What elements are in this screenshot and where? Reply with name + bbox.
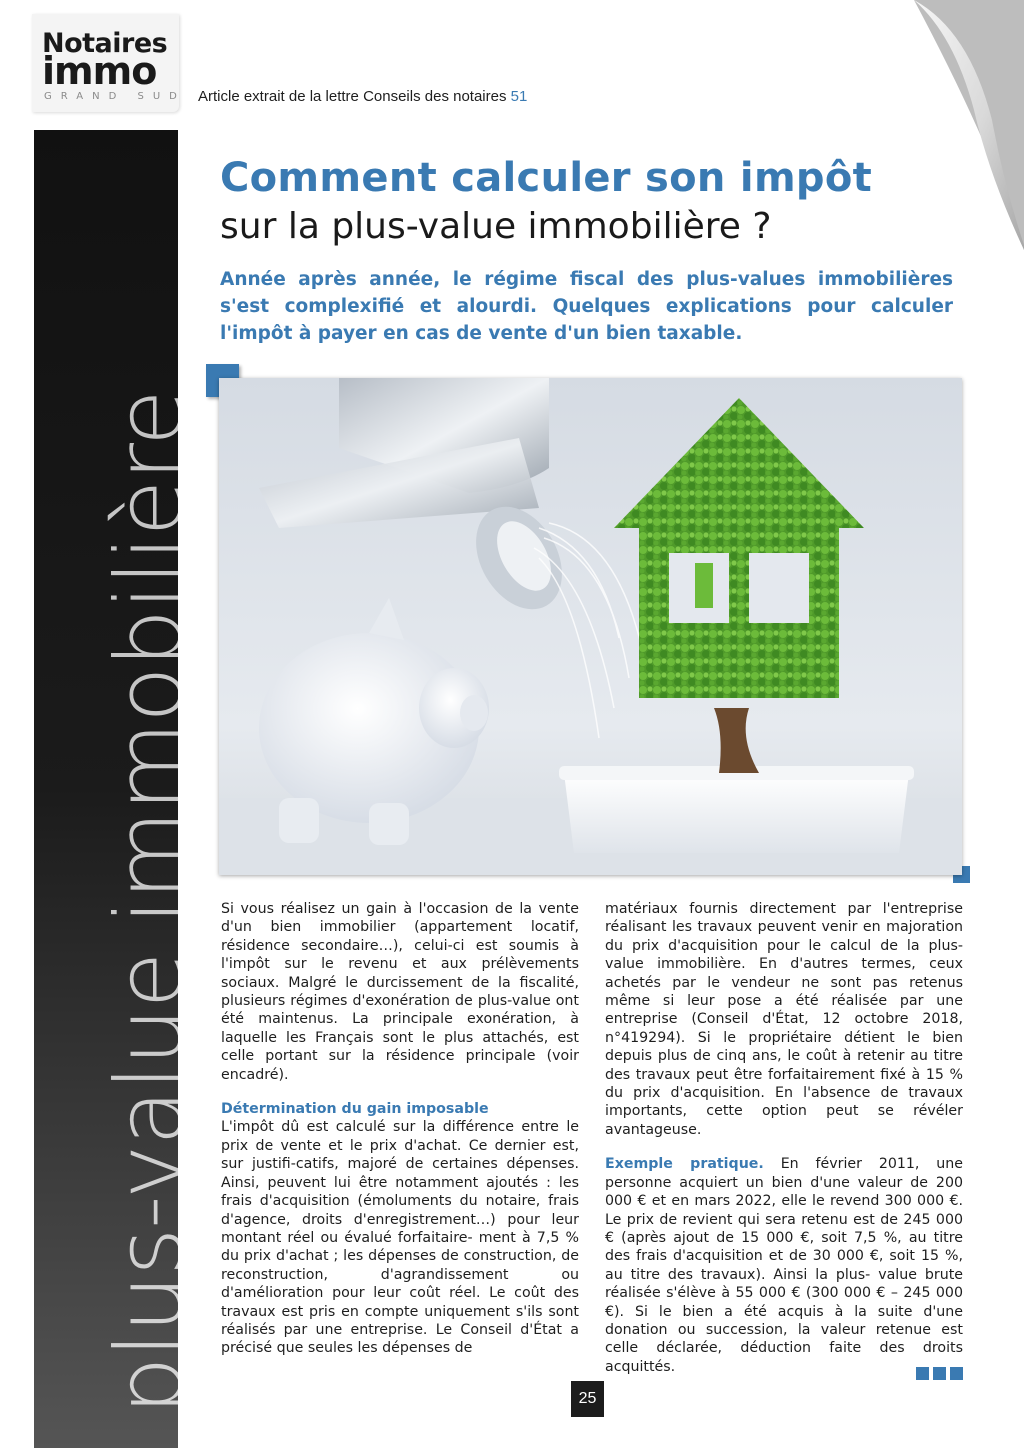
article-source xyxy=(198,88,527,105)
article-lead: Année après année, le régime fiscal des plus-values immobilières s'est complexifié et alourdi. Quelques explications pour calculer l'impôt à payer en cas de vente d'un bien taxable. xyxy=(220,269,953,344)
page-number: 25 xyxy=(571,1381,604,1417)
illustration-svg xyxy=(219,378,962,875)
illustration-house-watering xyxy=(219,378,962,875)
article-source-text: Article extrait de la lettre Conseils des notaires xyxy=(198,88,507,105)
paragraph-intro: Si vous réalisez un gain à l'occasion de la vente d'un bien immobilier (appartement locatif, résidence secondaire…), celui-ci est soumis à l'impôt sur le revenu et aux prélèvements sociaux. Malgré le durcissement de la fiscalité, plusieurs régimes d'exonération de plus-value ont été maintenus. La principale exonération, à laquelle les Français sont le plus attachés, est celle portant sur la résidence principale (voir encadré). xyxy=(221,901,579,1083)
logo-grand-sud: GRAND SUD xyxy=(44,91,186,102)
page-curl-decoration xyxy=(874,0,1024,250)
paragraph-exemple xyxy=(605,1155,963,1376)
paragraph-calcul: L'impôt dû est calculé sur la différence entre le prix de vente et le prix d'achat. Ce dernier est, sur justifi-catifs, majoré de certaines dépenses. Ainsi, peuvent lui être notamment ajoutés : les frais d'acquisition (émoluments du notaire, frais d'agence, droits d'enregistrement…) pour leur montant réel ou évalué forfaitaire- ment à 7,5 % du prix d'achat ; les dépenses de construction, de reconstruction, d'agrandissement ou d'amélioration pour leur coût réel. Le coût des travaux est pris en compte uniquement s'ils sont réalisés par une entreprise. Le Conseil d'État a précisé que seules les dépenses de xyxy=(221,1119,579,1357)
logo-notaires: Notaires xyxy=(42,28,168,59)
article-title-line1: Comment calculer son impôt xyxy=(220,155,873,201)
article-title-line2: sur la plus-value immobilière ? xyxy=(220,206,772,247)
example-text: En février 2011, une personne acquiert un bien d'une valeur de 200 000 € et en mars 2022, elle le revend 300 000 €. Le prix de revient qui sera retenu est de 245 000 € (après ajout de 15 000 €, soit 7,5 %, au titre des frais d'acquisition et de 30 000 €, soit 15 %, au titre des travaux). Ainsi la plus- value brute réalisée s'élève à 55 000 € (300 000 € – 245 000 €). Si le bien a été acquis à la suite d'une donation ou succession, la valeur retenue est celle déclarée, déduction faite des droits acquittés. xyxy=(605,1156,964,1375)
issue-number: 51 xyxy=(510,88,528,105)
article-column-2 xyxy=(605,900,963,1376)
logo-immo: immo xyxy=(42,49,157,93)
subheading-gain-imposable: Détermination du gain imposable xyxy=(221,1101,489,1118)
paragraph-travaux: matériaux fournis directement par l'entreprise réalisant les travaux peuvent venir en majoration du prix d'acquisition pour le calcul de la plus-value immobilière. En d'autres termes, ceux achetés par le vendeur ne sont pas retenus même si leur pose a été réalisée par une entreprise (Conseil d'État, 12 octobre 2018, n°419294). Si le propriétaire détient le bien depuis plus de cinq ans, le coût à retenir au titre des travaux peut être forfaitairement fixé à 15 % du prix d'acquisition. En l'absence de travaux importants, cette option peut se révéler avantageuse. xyxy=(605,901,963,1138)
section-sidebar xyxy=(34,130,203,1448)
article-column-1 xyxy=(221,900,579,1358)
section-vertical-title: plus-value immobilière xyxy=(96,390,203,1415)
example-label: Exemple pratique. xyxy=(605,1156,764,1173)
